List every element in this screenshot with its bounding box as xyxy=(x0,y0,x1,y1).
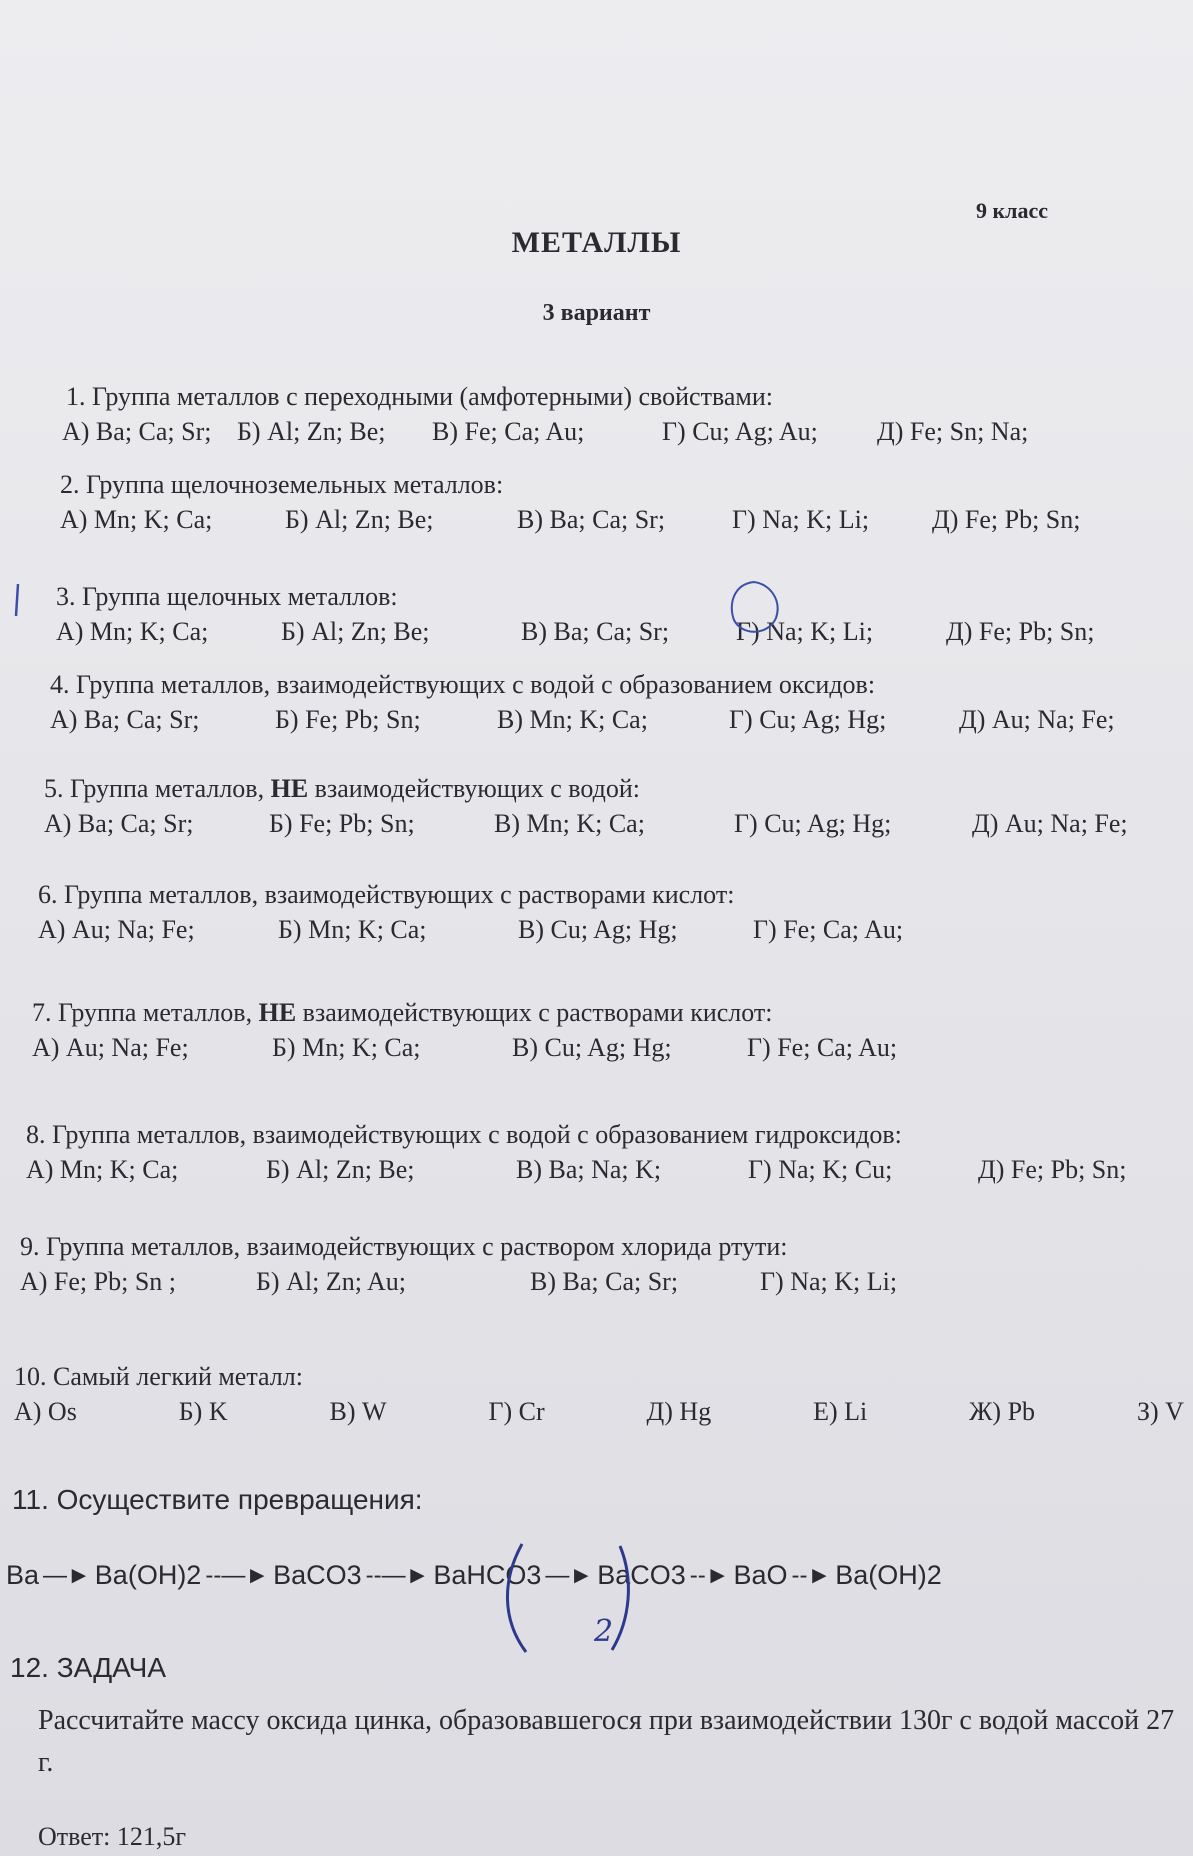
question-text: 6. Группа металлов, взаимодействующих с растворами кислот: xyxy=(38,880,735,909)
option-a: А) Mn; K; Ca; xyxy=(26,1155,179,1184)
option-d: Г) Cr xyxy=(488,1397,545,1426)
arrow-icon: --► xyxy=(689,1561,730,1589)
option-a: А) Os xyxy=(14,1397,77,1426)
question-text: 1. Группа металлов с переходными (амфотерными) свойствами: xyxy=(66,382,774,411)
option-c: В) Fe; Ca; Au; xyxy=(432,417,585,446)
option-b: Б) Al; Zn; Be; xyxy=(285,505,434,534)
option-e: Д) Hg xyxy=(646,1397,712,1426)
page-title: МЕТАЛЛЫ xyxy=(511,226,682,259)
option-e: Д) Au; Na; Fe; xyxy=(959,705,1115,734)
grade-label: 9 класс xyxy=(976,198,1049,223)
option-b: Б) Al; Zn; Be; xyxy=(266,1155,415,1184)
margin-pen-mark xyxy=(8,580,28,620)
option-d: Г) Na; K; Li; xyxy=(732,505,870,534)
option-e: Д) Fe; Pb; Sn; xyxy=(946,617,1095,646)
option-d: Г) Na; K; Li; xyxy=(736,617,874,646)
option-d: Г) Na; K; Li; xyxy=(760,1267,898,1296)
option-a: А) Au; Na; Fe; xyxy=(38,915,195,944)
answer-text: Ответ: 121,5г xyxy=(38,1822,187,1851)
arrow-icon: —► xyxy=(43,1561,91,1589)
chain-item: BaHCO3 xyxy=(433,1560,542,1590)
option-f: Е) Li xyxy=(813,1397,868,1426)
option-e: Д) Fe; Sn; Na; xyxy=(877,417,1029,446)
option-d: Г) Na; K; Cu; xyxy=(748,1155,893,1184)
chain-item: Ba(OH)2 xyxy=(835,1560,942,1590)
option-c: В) Ba; Ca; Sr; xyxy=(530,1267,679,1296)
option-b: Б) Mn; K; Ca; xyxy=(272,1033,421,1062)
option-e: Д) Fe; Pb; Sn; xyxy=(978,1155,1127,1184)
question-8 xyxy=(26,1118,1126,1188)
question-5 xyxy=(44,772,1128,842)
question-text: 3. Группа щелочных металлов: xyxy=(56,582,398,611)
chain-item: BaCO3 xyxy=(273,1560,362,1590)
option-b: Б) K xyxy=(178,1397,228,1426)
variant-label: 3 вариант xyxy=(542,300,651,326)
option-d: Г) Cu; Ag; Hg; xyxy=(734,809,892,838)
option-c: В) Ba; Ca; Sr; xyxy=(521,617,670,646)
option-c: В) Cu; Ag; Hg; xyxy=(512,1033,672,1062)
option-b: Б) Al; Zn; Be; xyxy=(237,417,386,446)
question-text: 10. Самый легкий металл: xyxy=(14,1362,303,1391)
problem-text: Рассчитайте массу оксида цинка, образовавшегося при взаимодействии 130г с водой массой 27 г. xyxy=(38,1705,1175,1778)
option-b: Б) Mn; K; Ca; xyxy=(278,915,427,944)
option-e: Д) Au; Na; Fe; xyxy=(972,809,1128,838)
option-h: З) V xyxy=(1136,1397,1184,1426)
question-3 xyxy=(56,580,1094,650)
option-b: Б) Al; Zn; Au; xyxy=(256,1267,406,1296)
option-a: А) Mn; K; Ca; xyxy=(56,617,209,646)
arrow-icon: --—► xyxy=(365,1561,430,1589)
option-c: В) Mn; K; Ca; xyxy=(497,705,648,734)
option-a: А) Ba; Ca; Sr; xyxy=(62,417,212,446)
option-d: Г) Cu; Ag; Hg; xyxy=(729,705,887,734)
option-a: А) Mn; K; Ca; xyxy=(60,505,213,534)
option-b: Б) Al; Zn; Be; xyxy=(281,617,430,646)
arrow-icon: —► xyxy=(545,1561,594,1589)
option-g: Ж) Pb xyxy=(969,1397,1036,1426)
option-a: А) Ba; Ca; Sr; xyxy=(44,809,194,838)
option-a: А) Ba; Ca; Sr; xyxy=(50,705,200,734)
handwritten-bracket-mark xyxy=(500,1540,640,1660)
arrow-icon: --—► xyxy=(205,1561,270,1589)
transformation-chain xyxy=(6,1560,942,1591)
option-d: Г) Cu; Ag; Au; xyxy=(662,417,818,446)
option-c: В) Ba; Ca; Sr; xyxy=(517,505,666,534)
chain-item: BaO xyxy=(733,1560,788,1590)
question-2 xyxy=(60,468,1080,538)
question-10 xyxy=(14,1360,1184,1430)
question-text: 7. Группа металлов, НЕ взаимодействующих с растворами кислот: xyxy=(32,998,773,1027)
chain-item: Ba(OH)2 xyxy=(94,1560,202,1590)
question-text: 9. Группа металлов, взаимодействующих с раствором хлорида ртути: xyxy=(20,1232,788,1261)
question-text: 8. Группа металлов, взаимодействующих с водой с образованием гидроксидов: xyxy=(26,1120,902,1149)
arrow-icon: --► xyxy=(791,1561,832,1589)
chain-item: Ba xyxy=(6,1560,40,1590)
chain-item: BaCO3 xyxy=(597,1560,686,1590)
question-4 xyxy=(50,668,1115,738)
option-c: В) Ba; Na; K; xyxy=(516,1155,662,1184)
question-text: 2. Группа щелочноземельных металлов: xyxy=(60,470,504,499)
option-c: В) W xyxy=(329,1397,387,1426)
question-1 xyxy=(62,380,1029,450)
question-9 xyxy=(20,1230,897,1300)
handwritten-subscript: 2 xyxy=(594,1614,614,1649)
question-11-title: 11. Осуществите превращения: xyxy=(12,1484,423,1515)
question-7 xyxy=(32,996,897,1066)
option-c: В) Mn; K; Ca; xyxy=(494,809,645,838)
option-b: Б) Fe; Pb; Sn; xyxy=(275,705,421,734)
question-12-title: 12. ЗАДАЧА xyxy=(10,1652,167,1683)
question-text: 4. Группа металлов, взаимодействующих с водой с образованием оксидов: xyxy=(50,670,876,699)
question-text: 5. Группа металлов, НЕ взаимодействующих с водой: xyxy=(44,774,640,803)
option-b: Б) Fe; Pb; Sn; xyxy=(269,809,415,838)
option-a: А) Fe; Pb; Sn ; xyxy=(20,1267,177,1296)
option-e: Д) Fe; Pb; Sn; xyxy=(932,505,1081,534)
option-d: Г) Fe; Ca; Au; xyxy=(753,915,904,944)
option-c: В) Cu; Ag; Hg; xyxy=(518,915,678,944)
option-a: А) Au; Na; Fe; xyxy=(32,1033,189,1062)
question-6 xyxy=(38,878,903,948)
option-d: Г) Fe; Ca; Au; xyxy=(747,1033,898,1062)
